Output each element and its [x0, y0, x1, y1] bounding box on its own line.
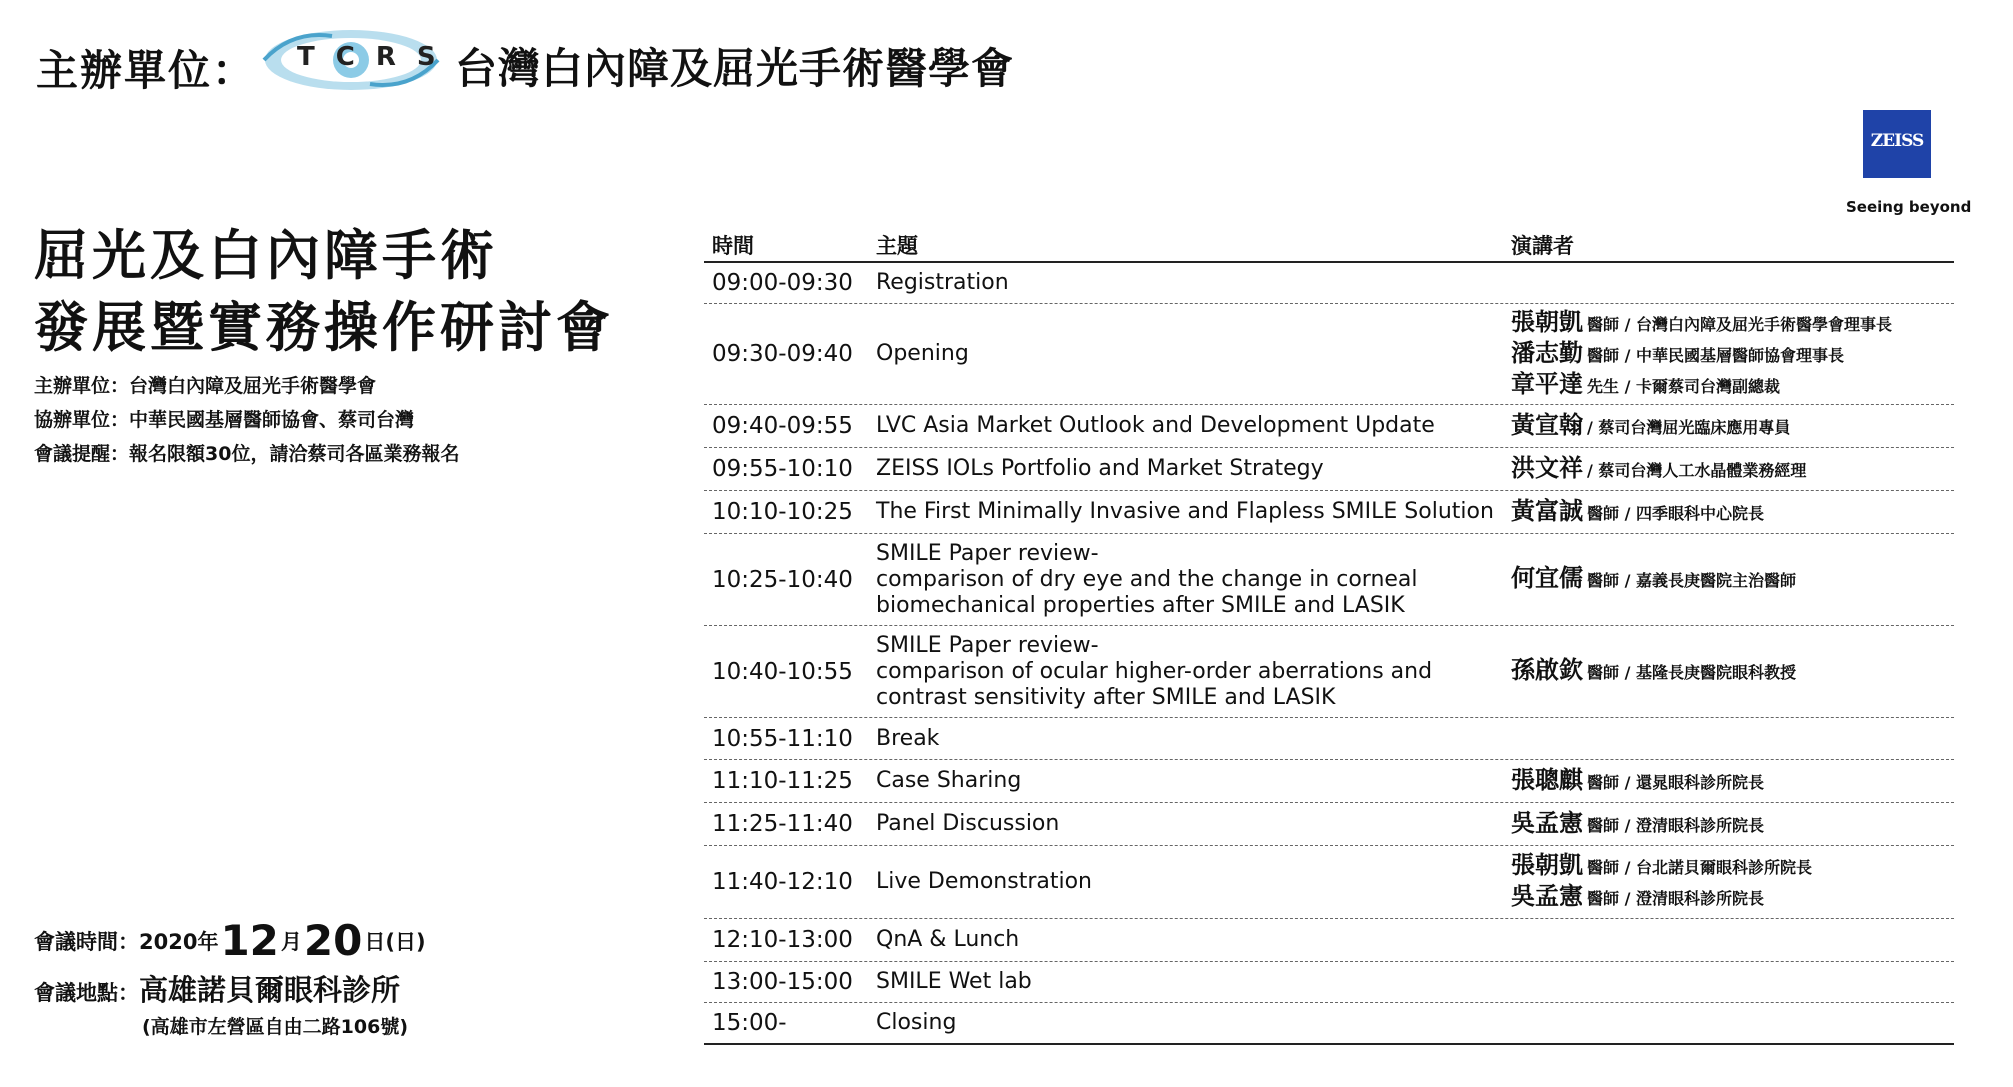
speaker: [1511, 411, 1790, 442]
row-topic: [876, 1003, 1476, 1043]
date-year: 2020年: [139, 930, 219, 954]
topic-line: Registration: [876, 270, 1009, 295]
day-suffix: 日(日): [364, 930, 426, 954]
row-topic: [876, 491, 1494, 533]
speaker: [1511, 454, 1806, 485]
row-time: 10:25-10:40: [712, 566, 853, 593]
topic-line: LVC Asia Market Outlook and Development Update: [876, 413, 1435, 438]
row-time: 13:00-15:00: [712, 969, 853, 995]
speaker-role: 醫師 / 台灣白內障及屈光手術醫學會理事長: [1587, 314, 1892, 334]
row-topic: [876, 263, 1476, 303]
header-time: 時間: [712, 234, 754, 258]
topic-line: biomechanical properties after SMILE and LASIK: [876, 592, 1405, 618]
event-title-line-1: 屈光及白內障手術: [34, 224, 498, 287]
speaker-name: 張聰麒: [1511, 765, 1583, 794]
topic-line: contrast sensitivity after SMILE and LASIK: [876, 684, 1336, 710]
speaker: [1511, 851, 1812, 882]
row-speakers: [1511, 534, 1796, 625]
row-topic: [876, 626, 1476, 717]
table-row: [704, 846, 1954, 919]
speaker: [1511, 809, 1764, 840]
speaker-role: 醫師 / 基隆長庚醫院眼科教授: [1587, 663, 1796, 682]
topic-line: Case Sharing: [876, 768, 1022, 793]
organizer-label: 主辦單位：: [36, 46, 257, 95]
table-row: [704, 718, 1954, 760]
speaker-name: 洪文祥: [1511, 453, 1583, 482]
speaker-role: 先生 / 卡爾蔡司台灣副總裁: [1587, 376, 1780, 396]
row-speakers: [1511, 846, 1812, 918]
zeiss-logo-text: ZEISS: [1870, 131, 1924, 151]
date-month: 12: [220, 916, 279, 965]
speaker: [1511, 497, 1764, 528]
row-topic: [876, 760, 1476, 802]
speaker-role: / 蔡司台灣人工水晶體業務經理: [1587, 460, 1807, 480]
table-row: [704, 962, 1954, 1003]
speaker-name: 吳孟憲: [1511, 882, 1583, 910]
row-topic: [876, 304, 1476, 404]
topic-line: Panel Discussion: [876, 811, 1060, 836]
speaker-role: 醫師 / 澄清眼科診所院長: [1587, 815, 1764, 835]
topic-line: SMILE Paper review-: [876, 632, 1099, 658]
speaker: [1511, 370, 1892, 401]
zeiss-tagline: Seeing beyond: [1846, 198, 1972, 216]
table-row: [704, 304, 1954, 405]
table-row: [704, 263, 1954, 304]
row-time: 09:00-09:30: [712, 270, 853, 296]
row-time: 10:40-10:55: [712, 658, 853, 685]
table-row: [704, 626, 1954, 718]
row-time: 11:40-12:10: [712, 869, 853, 895]
speaker-role: 醫師 / 還晁眼科診所院長: [1587, 772, 1764, 792]
speaker-name: 章平達: [1511, 369, 1583, 398]
speaker-name: 孫啟欽: [1511, 656, 1583, 684]
topic-line: ZEISS IOLs Portfolio and Market Strategy: [876, 456, 1324, 481]
table-row: [704, 760, 1954, 803]
speaker-name: 黃宣翰: [1511, 410, 1583, 439]
topic-line: Break: [876, 725, 940, 751]
row-time: 09:30-09:40: [712, 341, 853, 367]
speaker-name: 黃富誠: [1511, 496, 1583, 525]
row-time: 10:10-10:25: [712, 499, 853, 525]
event-title-line-2: 發展暨實務操作研討會: [34, 296, 614, 359]
topic-line: comparison of dry eye and the change in corneal: [876, 566, 1418, 592]
topic-line: comparison of ocular higher-order aberrations and: [876, 658, 1433, 684]
row-time: 15:00-: [712, 1010, 787, 1036]
row-time: 11:10-11:25: [712, 768, 853, 794]
speaker: [1511, 308, 1892, 339]
speaker-name: 何宜儒: [1511, 564, 1583, 592]
table-row: [704, 491, 1954, 534]
row-speakers: [1511, 304, 1892, 404]
speaker-role: 醫師 / 四季眼科中心院長: [1587, 503, 1764, 523]
header-topic: 主題: [876, 234, 918, 258]
row-speakers: [1511, 803, 1764, 845]
header-speaker: 演講者: [1511, 234, 1574, 258]
row-time: 09:55-10:10: [712, 456, 853, 482]
row-speakers: [1511, 405, 1790, 447]
date-label: 會議時間：: [34, 930, 139, 954]
tcrs-logo-text: TCRS: [297, 42, 457, 72]
row-topic: [876, 803, 1476, 845]
speaker-name: 張朝凱: [1511, 851, 1583, 879]
row-speakers: [1511, 626, 1796, 717]
meeting-date: [34, 916, 426, 965]
venue-name: 高雄諾貝爾眼科診所: [139, 973, 401, 1007]
venue-address: (高雄市左營區自由二路106號): [142, 1016, 409, 1038]
row-time: 11:25-11:40: [712, 811, 853, 837]
venue-label: 會議地點：: [34, 981, 139, 1005]
topic-line: The First Minimally Invasive and Flapless SMILE Solution: [876, 499, 1494, 524]
table-row: [704, 803, 1954, 846]
info-reminder: 會議提醒：報名限額30位，請洽蔡司各區業務報名: [34, 443, 460, 465]
row-time: 12:10-13:00: [712, 927, 853, 953]
speaker: [1511, 339, 1892, 370]
info-co-organizer: 協辦單位：中華民國基層醫師協會、蔡司台灣: [34, 409, 415, 431]
speaker-role: 醫師 / 中華民國基層醫師協會理事長: [1587, 345, 1844, 365]
row-time: 09:40-09:55: [712, 413, 853, 439]
speaker: [1511, 766, 1764, 797]
speaker-name: 張朝凱: [1511, 307, 1583, 336]
topic-line: SMILE Wet lab: [876, 969, 1032, 994]
table-row: [704, 448, 1954, 491]
schedule-header: [704, 228, 1954, 263]
table-row: [704, 405, 1954, 448]
topic-line: SMILE Paper review-: [876, 540, 1099, 566]
row-topic: [876, 962, 1476, 1002]
table-row: [704, 1003, 1954, 1045]
speaker-name: 潘志勤: [1511, 338, 1583, 367]
topic-line: QnA & Lunch: [876, 927, 1020, 952]
row-topic: [876, 919, 1476, 961]
row-topic: [876, 534, 1476, 625]
topic-line: Live Demonstration: [876, 869, 1092, 894]
speaker: [1511, 656, 1796, 687]
speaker-role: 醫師 / 嘉義長庚醫院主治醫師: [1587, 571, 1796, 590]
row-time: 10:55-11:10: [712, 725, 853, 752]
speaker-role: 醫師 / 澄清眼科診所院長: [1587, 889, 1764, 908]
row-topic: [876, 846, 1476, 918]
speaker-name: 吳孟憲: [1511, 808, 1583, 837]
meeting-venue: [34, 968, 400, 1009]
table-row: [704, 534, 1954, 626]
row-topic: [876, 718, 1476, 759]
date-day: 20: [303, 916, 363, 965]
speaker: [1511, 564, 1796, 595]
row-topic: [876, 405, 1476, 447]
speaker-role: / 蔡司台灣屈光臨床應用專員: [1587, 417, 1791, 437]
row-speakers: [1511, 448, 1806, 490]
month-unit: 月: [280, 930, 302, 954]
organization-name: 台灣白內障及屈光手術醫學會: [455, 44, 1015, 93]
row-topic: [876, 448, 1476, 490]
table-row: [704, 919, 1954, 962]
row-speakers: [1511, 760, 1764, 802]
info-organizer: 主辦單位：台灣白內障及屈光手術醫學會: [34, 375, 377, 397]
speaker: [1511, 882, 1812, 913]
topic-line: Closing: [876, 1010, 957, 1035]
topic-line: Opening: [876, 341, 969, 366]
zeiss-logo: [1863, 110, 1931, 178]
schedule-table: [704, 228, 1954, 1045]
speaker-role: 醫師 / 台北諾貝爾眼科診所院長: [1587, 858, 1812, 877]
row-speakers: [1511, 491, 1764, 533]
